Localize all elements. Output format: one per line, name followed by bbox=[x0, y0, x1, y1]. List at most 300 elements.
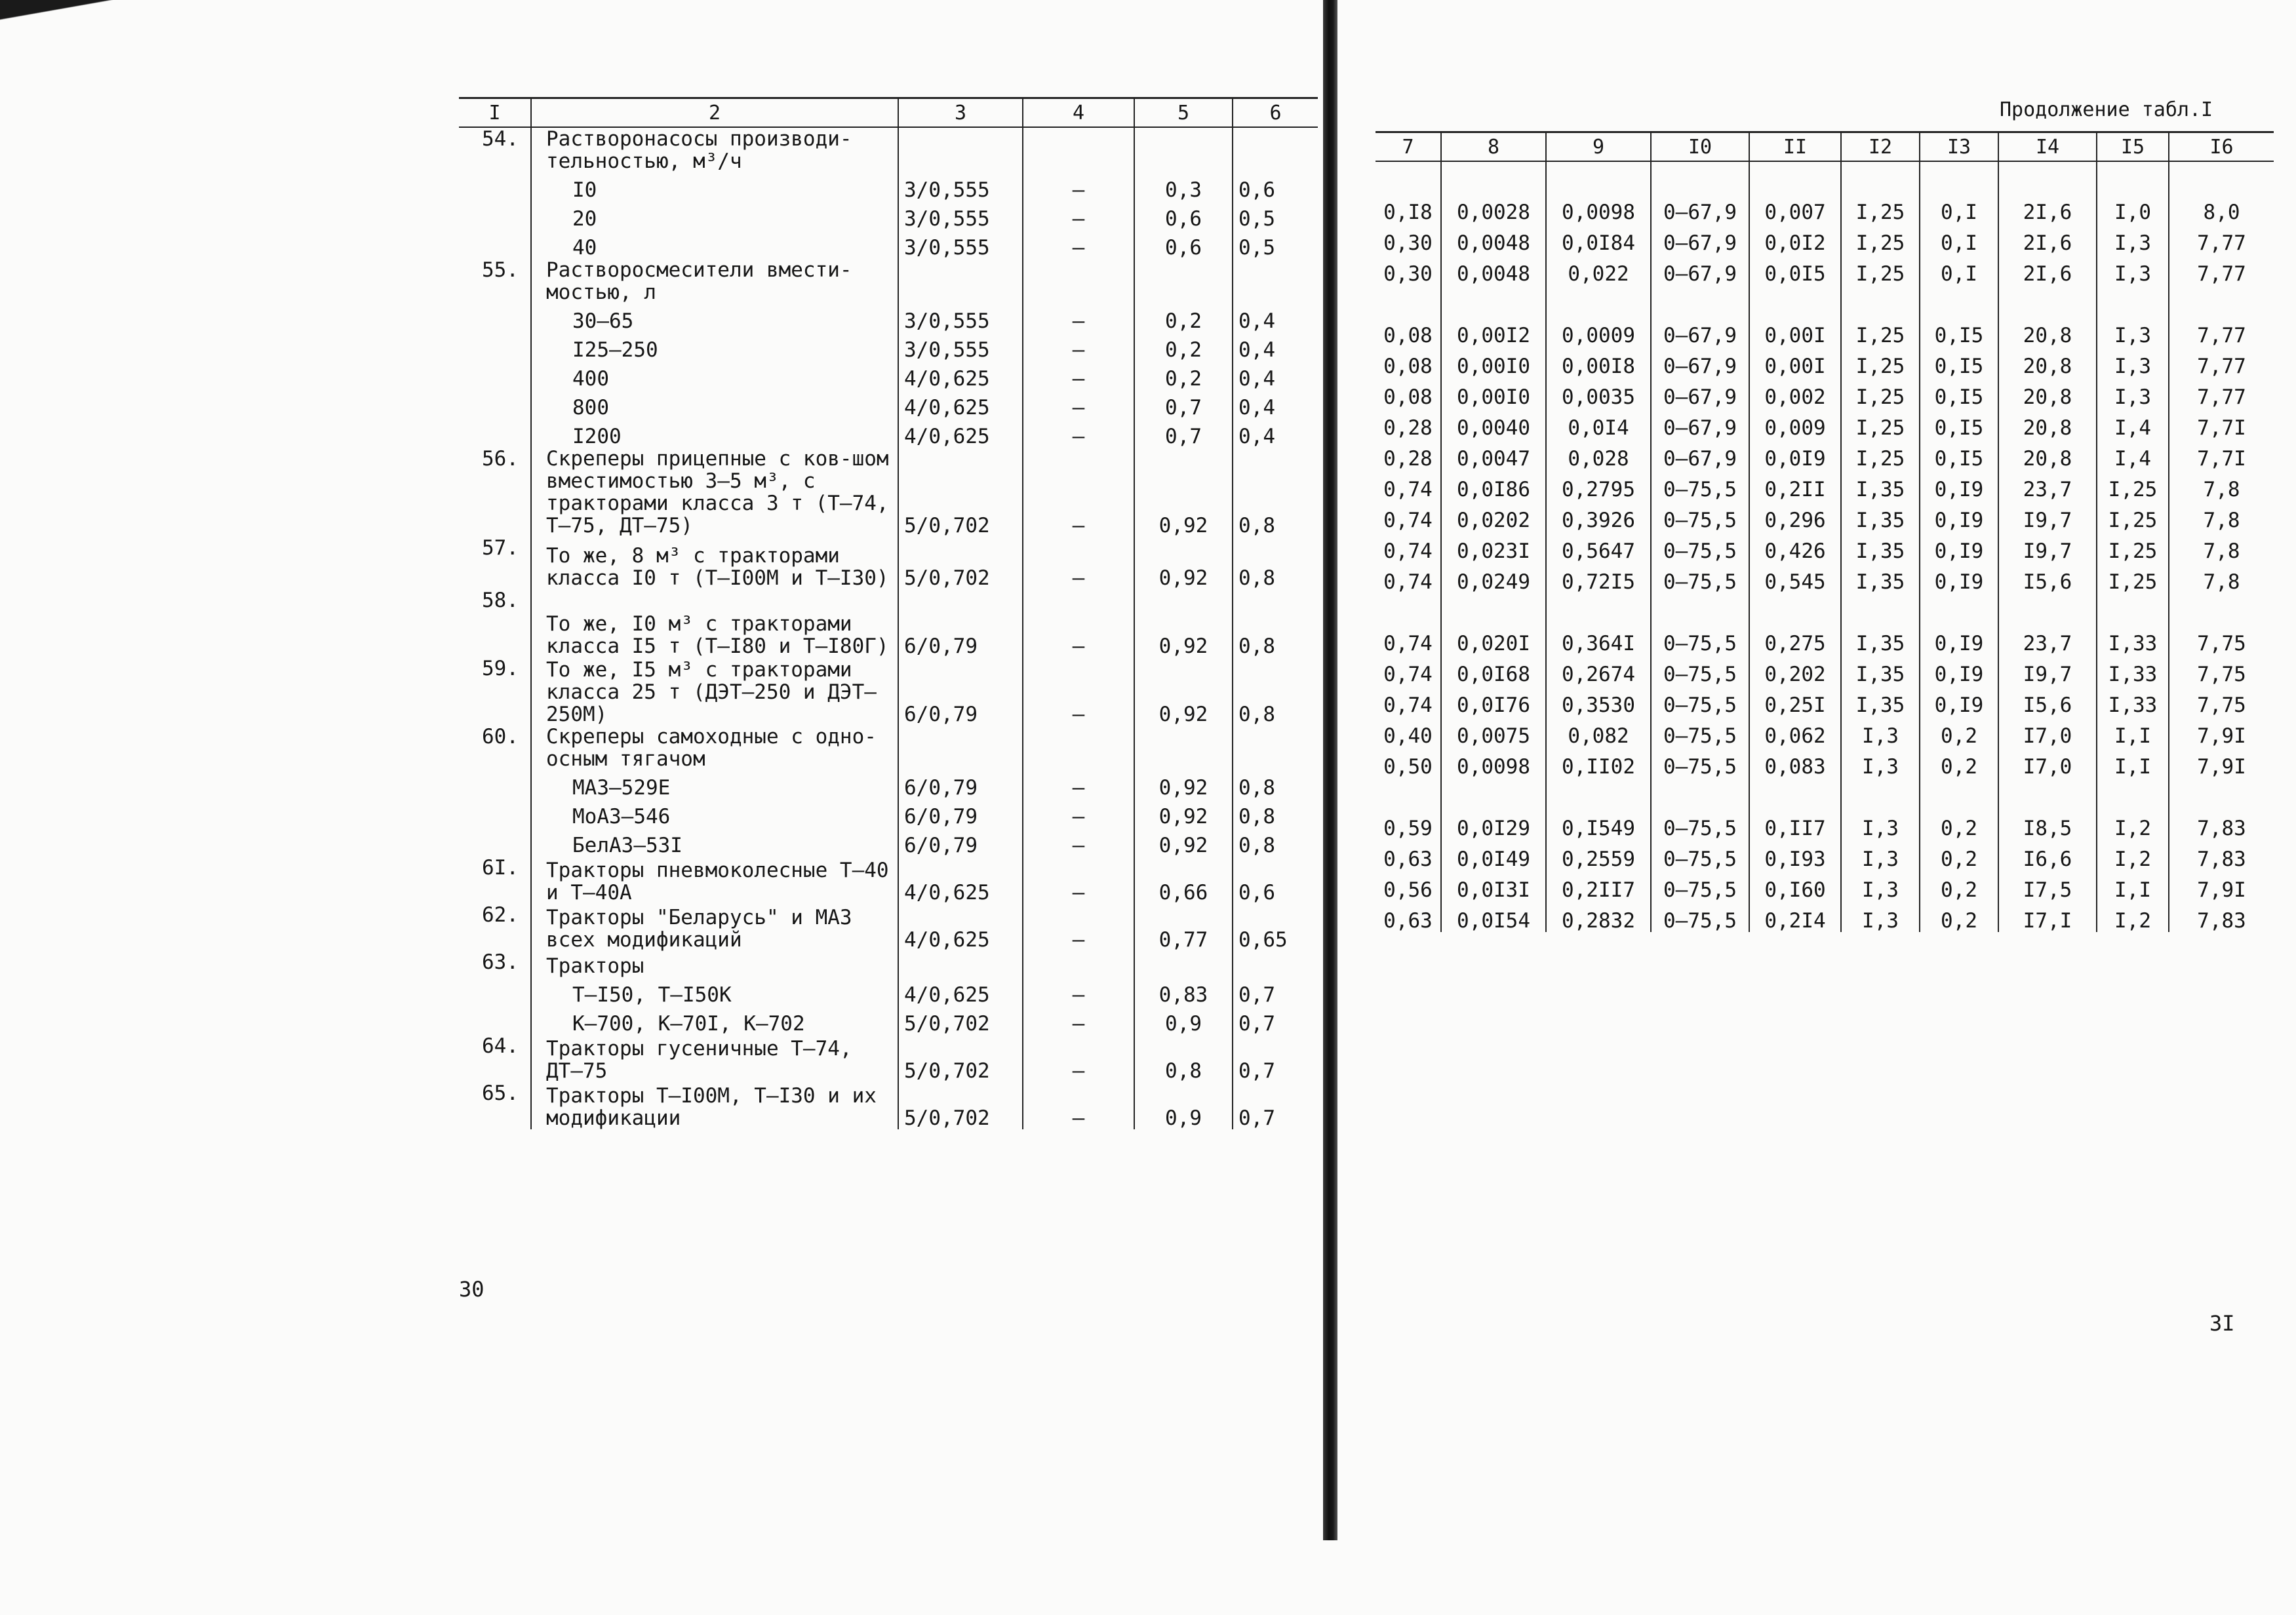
col-5-value bbox=[1134, 951, 1233, 977]
right-page-number: 3I bbox=[2209, 1311, 2235, 1336]
col-9-value: 0,I549 bbox=[1546, 809, 1651, 840]
col-13-value: 0,I bbox=[1920, 193, 1998, 224]
table-row bbox=[1376, 470, 2274, 501]
col-6-value: 0,8 bbox=[1233, 657, 1318, 726]
col-14-value: I9,7 bbox=[1998, 532, 2097, 562]
row-number bbox=[459, 828, 531, 857]
col-5-value bbox=[1134, 726, 1233, 770]
col-3-value: 5/0,702 bbox=[898, 1035, 1023, 1082]
col-16-value: 7,75 bbox=[2169, 624, 2274, 655]
col-16-value: 7,8 bbox=[2169, 562, 2274, 593]
col-12-value: I,35 bbox=[1841, 532, 1920, 562]
col-11-value: 0,009 bbox=[1749, 408, 1841, 439]
row-number bbox=[459, 361, 531, 390]
col-12-value: I,25 bbox=[1841, 193, 1920, 224]
col-6-value: 0,8 bbox=[1233, 770, 1318, 799]
col-8-value bbox=[1441, 778, 1546, 809]
col-13-value: 0,I9 bbox=[1920, 470, 1998, 501]
equipment-name: Т–I50, Т–I50К bbox=[531, 977, 898, 1006]
table-row bbox=[459, 977, 1318, 1006]
table-row bbox=[459, 799, 1318, 828]
row-number bbox=[459, 172, 531, 201]
row-number: 6I. bbox=[482, 856, 519, 880]
col-15-value: I,2 bbox=[2097, 840, 2169, 870]
equipment-name: I25–250 bbox=[531, 332, 898, 361]
col-9-value: 0,2795 bbox=[1546, 470, 1651, 501]
table-row bbox=[1376, 408, 2274, 439]
col-15-value: I,33 bbox=[2097, 686, 2169, 716]
row-number: 62. bbox=[482, 903, 519, 927]
col-6-value: 0,4 bbox=[1233, 390, 1318, 419]
col-16-value: 7,77 bbox=[2169, 224, 2274, 254]
col-15-value: I,25 bbox=[2097, 532, 2169, 562]
table-row bbox=[459, 303, 1318, 332]
table-row bbox=[459, 390, 1318, 419]
col-10-value: 0–75,5 bbox=[1651, 716, 1749, 747]
col-10-value: 0–67,9 bbox=[1651, 378, 1749, 408]
col-13-value: 0,2 bbox=[1920, 747, 1998, 778]
equipment-name: То же, I0 м³ с тракторами класса I5 т (Т–I80 и Т–I80Г) bbox=[531, 589, 898, 657]
col-7-value: 0,63 bbox=[1383, 847, 1433, 871]
col-14-value: I7,5 bbox=[1998, 870, 2097, 901]
col-13-value: 0,I5 bbox=[1920, 316, 1998, 347]
col-5-value: 0,3 bbox=[1134, 172, 1233, 201]
row-number: 58. bbox=[482, 589, 519, 612]
col-7-value: 0,08 bbox=[1383, 385, 1433, 409]
col-4-value: – bbox=[1023, 448, 1134, 537]
col-15-value: I,25 bbox=[2097, 501, 2169, 532]
col-6-value: 0,4 bbox=[1233, 419, 1318, 448]
col-11-value bbox=[1749, 778, 1841, 809]
col-3-value: 5/0,702 bbox=[898, 537, 1023, 589]
col-8-value: 0,0047 bbox=[1441, 439, 1546, 470]
col-7-value: 0,74 bbox=[1383, 509, 1433, 532]
col-15-value: I,3 bbox=[2097, 378, 2169, 408]
col-8-value: 0,0I76 bbox=[1441, 686, 1546, 716]
col-5-value: 0,83 bbox=[1134, 977, 1233, 1006]
col-11-value: 0,25I bbox=[1749, 686, 1841, 716]
col-14-value: I6,6 bbox=[1998, 840, 2097, 870]
col-9-value: 0,0009 bbox=[1546, 316, 1651, 347]
col-14-value: 20,8 bbox=[1998, 439, 2097, 470]
col-15-value: I,3 bbox=[2097, 224, 2169, 254]
col-13-value: 0,I bbox=[1920, 224, 1998, 254]
col-14-value: 2I,6 bbox=[1998, 193, 2097, 224]
left-header-cell-3: 3 bbox=[898, 98, 1023, 128]
col-15-value bbox=[2097, 593, 2169, 624]
col-13-value: 0,I5 bbox=[1920, 347, 1998, 378]
row-number bbox=[459, 230, 531, 259]
equipment-name: 800 bbox=[531, 390, 898, 419]
col-3-value: 4/0,625 bbox=[898, 904, 1023, 951]
col-8-value: 0,0I3I bbox=[1441, 870, 1546, 901]
table-row bbox=[1376, 161, 2274, 193]
col-3-value bbox=[898, 951, 1023, 977]
col-8-value: 0,00I2 bbox=[1441, 316, 1546, 347]
col-9-value: 0,2674 bbox=[1546, 655, 1651, 686]
col-5-value: 0,92 bbox=[1134, 657, 1233, 726]
table-row bbox=[1376, 254, 2274, 285]
col-7-value: 0,59 bbox=[1383, 817, 1433, 840]
right-header-cell-12: I2 bbox=[1841, 132, 1920, 162]
col-15-value: I,3 bbox=[2097, 254, 2169, 285]
col-13-value bbox=[1920, 593, 1998, 624]
col-5-value: 0,2 bbox=[1134, 303, 1233, 332]
table-row bbox=[459, 332, 1318, 361]
col-15-value: I,4 bbox=[2097, 408, 2169, 439]
col-15-value: I,I bbox=[2097, 716, 2169, 747]
col-16-value: 7,9I bbox=[2169, 870, 2274, 901]
col-11-value: 0,275 bbox=[1749, 624, 1841, 655]
col-9-value: 0,0035 bbox=[1546, 378, 1651, 408]
table-row bbox=[1376, 501, 2274, 532]
col-8-value: 0,0I54 bbox=[1441, 901, 1546, 932]
table-row bbox=[1376, 593, 2274, 624]
col-5-value: 0,92 bbox=[1134, 799, 1233, 828]
col-4-value: – bbox=[1023, 201, 1134, 230]
col-13-value: 0,I5 bbox=[1920, 408, 1998, 439]
col-5-value bbox=[1134, 127, 1233, 172]
col-10-value: 0–75,5 bbox=[1651, 470, 1749, 501]
col-10-value bbox=[1651, 593, 1749, 624]
col-13-value: 0,I9 bbox=[1920, 624, 1998, 655]
equipment-name: БелАЗ–53I bbox=[531, 828, 898, 857]
right-header-cell-8: 8 bbox=[1441, 132, 1546, 162]
right-header-cell-10: I0 bbox=[1651, 132, 1749, 162]
col-14-value: 23,7 bbox=[1998, 624, 2097, 655]
equipment-name: Тракторы "Беларусь" и МАЗ всех модификаций bbox=[531, 904, 898, 951]
col-12-value: I,3 bbox=[1841, 901, 1920, 932]
col-10-value: 0–75,5 bbox=[1651, 655, 1749, 686]
col-3-value: 3/0,555 bbox=[898, 201, 1023, 230]
col-3-value: 5/0,702 bbox=[898, 1006, 1023, 1035]
col-10-value: 0–75,5 bbox=[1651, 686, 1749, 716]
col-5-value: 0,9 bbox=[1134, 1082, 1233, 1129]
table-row bbox=[459, 259, 1318, 303]
col-13-value: 0,I5 bbox=[1920, 378, 1998, 408]
col-6-value: 0,8 bbox=[1233, 828, 1318, 857]
equipment-name: 20 bbox=[531, 201, 898, 230]
col-11-value: 0,0I5 bbox=[1749, 254, 1841, 285]
row-number: 64. bbox=[482, 1034, 519, 1058]
col-13-value bbox=[1920, 161, 1998, 193]
col-12-value: I,25 bbox=[1841, 439, 1920, 470]
col-16-value: 7,77 bbox=[2169, 347, 2274, 378]
col-14-value bbox=[1998, 285, 2097, 316]
col-6-value bbox=[1233, 726, 1318, 770]
col-12-value bbox=[1841, 593, 1920, 624]
col-10-value: 0–75,5 bbox=[1651, 562, 1749, 593]
col-14-value: 2I,6 bbox=[1998, 224, 2097, 254]
row-number: 65. bbox=[482, 1081, 519, 1105]
table-row bbox=[459, 726, 1318, 770]
left-page-number: 30 bbox=[459, 1277, 485, 1302]
row-number: 55. bbox=[482, 258, 519, 282]
col-16-value bbox=[2169, 161, 2274, 193]
col-10-value bbox=[1651, 285, 1749, 316]
col-14-value: I9,7 bbox=[1998, 655, 2097, 686]
col-14-value: I7,0 bbox=[1998, 716, 2097, 747]
col-6-value: 0,8 bbox=[1233, 589, 1318, 657]
col-4-value: – bbox=[1023, 1035, 1134, 1082]
col-6-value bbox=[1233, 127, 1318, 172]
col-8-value: 0,00I0 bbox=[1441, 378, 1546, 408]
col-5-value: 0,8 bbox=[1134, 1035, 1233, 1082]
col-9-value: 0,00I8 bbox=[1546, 347, 1651, 378]
col-15-value: I,33 bbox=[2097, 624, 2169, 655]
col-7-value bbox=[1376, 778, 1441, 809]
col-8-value: 0,0I86 bbox=[1441, 470, 1546, 501]
col-15-value: I,2 bbox=[2097, 809, 2169, 840]
right-header-cell-14: I4 bbox=[1998, 132, 2097, 162]
col-10-value: 0–75,5 bbox=[1651, 747, 1749, 778]
col-5-value: 0,92 bbox=[1134, 828, 1233, 857]
col-6-value: 0,5 bbox=[1233, 230, 1318, 259]
table-row bbox=[459, 1082, 1318, 1129]
table-row bbox=[459, 857, 1318, 904]
col-8-value: 0,0I49 bbox=[1441, 840, 1546, 870]
right-header-cell-9: 9 bbox=[1546, 132, 1651, 162]
table-row bbox=[459, 201, 1318, 230]
col-8-value: 0,0249 bbox=[1441, 562, 1546, 593]
right-table-header bbox=[1376, 132, 2274, 162]
table-row bbox=[1376, 439, 2274, 470]
col-12-value: I,3 bbox=[1841, 840, 1920, 870]
col-3-value: 5/0,702 bbox=[898, 1082, 1023, 1129]
col-4-value: – bbox=[1023, 657, 1134, 726]
col-9-value: 0,5647 bbox=[1546, 532, 1651, 562]
col-15-value: I,25 bbox=[2097, 470, 2169, 501]
col-8-value bbox=[1441, 285, 1546, 316]
col-12-value: I,25 bbox=[1841, 254, 1920, 285]
col-15-value: I,33 bbox=[2097, 655, 2169, 686]
col-4-value: – bbox=[1023, 361, 1134, 390]
col-16-value: 7,8 bbox=[2169, 501, 2274, 532]
row-number: 56. bbox=[482, 447, 519, 471]
table-row bbox=[1376, 378, 2274, 408]
col-4-value: – bbox=[1023, 419, 1134, 448]
col-12-value: I,3 bbox=[1841, 870, 1920, 901]
row-number: 57. bbox=[482, 536, 519, 560]
row-number bbox=[459, 201, 531, 230]
col-11-value: 0,002 bbox=[1749, 378, 1841, 408]
col-14-value: I9,7 bbox=[1998, 501, 2097, 532]
row-number bbox=[459, 390, 531, 419]
col-12-value: I,3 bbox=[1841, 716, 1920, 747]
col-11-value: 0,2I4 bbox=[1749, 901, 1841, 932]
col-16-value: 7,7I bbox=[2169, 439, 2274, 470]
equipment-name: К–700, К–70I, К–702 bbox=[531, 1006, 898, 1035]
book-spine bbox=[1323, 0, 1337, 1540]
col-16-value: 7,9I bbox=[2169, 716, 2274, 747]
equipment-name: 40 bbox=[531, 230, 898, 259]
table-row bbox=[1376, 285, 2274, 316]
table-row bbox=[459, 828, 1318, 857]
col-8-value: 0,0202 bbox=[1441, 501, 1546, 532]
col-16-value: 7,8 bbox=[2169, 470, 2274, 501]
col-12-value: I,25 bbox=[1841, 224, 1920, 254]
col-15-value: I,3 bbox=[2097, 316, 2169, 347]
col-12-value: I,35 bbox=[1841, 501, 1920, 532]
col-6-value: 0,7 bbox=[1233, 1082, 1318, 1129]
col-4-value: – bbox=[1023, 303, 1134, 332]
col-14-value bbox=[1998, 161, 2097, 193]
col-4-value: – bbox=[1023, 332, 1134, 361]
col-8-value bbox=[1441, 161, 1546, 193]
col-3-value: 5/0,702 bbox=[898, 448, 1023, 537]
equipment-name: То же, I5 м³ с тракторами класса 25 т (ДЭТ–250 и ДЭТ–250М) bbox=[531, 657, 898, 726]
col-8-value: 0,0048 bbox=[1441, 254, 1546, 285]
col-3-value: 4/0,625 bbox=[898, 361, 1023, 390]
col-15-value: I,I bbox=[2097, 870, 2169, 901]
col-3-value bbox=[898, 259, 1023, 303]
col-3-value bbox=[898, 127, 1023, 172]
col-15-value: I,0 bbox=[2097, 193, 2169, 224]
col-5-value: 0,92 bbox=[1134, 537, 1233, 589]
col-10-value: 0–67,9 bbox=[1651, 408, 1749, 439]
table-row bbox=[1376, 224, 2274, 254]
col-3-value bbox=[898, 726, 1023, 770]
row-number: 60. bbox=[482, 725, 519, 749]
col-13-value: 0,2 bbox=[1920, 840, 1998, 870]
col-6-value bbox=[1233, 951, 1318, 977]
col-9-value: 0,2559 bbox=[1546, 840, 1651, 870]
col-15-value bbox=[2097, 285, 2169, 316]
col-4-value: – bbox=[1023, 589, 1134, 657]
col-16-value: 7,75 bbox=[2169, 686, 2274, 716]
col-9-value: 0,3926 bbox=[1546, 501, 1651, 532]
table-row bbox=[1376, 809, 2274, 840]
col-15-value: I,2 bbox=[2097, 901, 2169, 932]
col-4-value: – bbox=[1023, 537, 1134, 589]
col-8-value bbox=[1441, 593, 1546, 624]
col-14-value: I5,6 bbox=[1998, 562, 2097, 593]
col-14-value: 20,8 bbox=[1998, 347, 2097, 378]
col-12-value: I,35 bbox=[1841, 470, 1920, 501]
table-continuation-caption: Продолжение табл.I bbox=[2000, 98, 2213, 121]
row-number: 54. bbox=[482, 127, 519, 151]
col-4-value: – bbox=[1023, 172, 1134, 201]
col-8-value: 0,0098 bbox=[1441, 747, 1546, 778]
row-number bbox=[459, 419, 531, 448]
col-9-value: 0,3530 bbox=[1546, 686, 1651, 716]
col-5-value: 0,6 bbox=[1134, 230, 1233, 259]
table-row bbox=[1376, 716, 2274, 747]
col-9-value: 0,364I bbox=[1546, 624, 1651, 655]
col-9-value: 0,0I84 bbox=[1546, 224, 1651, 254]
col-10-value: 0–75,5 bbox=[1651, 840, 1749, 870]
col-9-value: 0,0098 bbox=[1546, 193, 1651, 224]
col-9-value: 0,2II7 bbox=[1546, 870, 1651, 901]
equipment-name: Растворонасосы производи-тельностью, м³/ч bbox=[531, 127, 898, 172]
col-7-value bbox=[1376, 285, 1441, 316]
col-4-value bbox=[1023, 127, 1134, 172]
row-number bbox=[459, 770, 531, 799]
col-12-value bbox=[1841, 161, 1920, 193]
left-header-cell-1: I bbox=[459, 98, 531, 128]
table-row bbox=[459, 448, 1318, 537]
col-13-value: 0,2 bbox=[1920, 901, 1998, 932]
col-11-value: 0,545 bbox=[1749, 562, 1841, 593]
col-4-value: – bbox=[1023, 977, 1134, 1006]
row-number bbox=[459, 977, 531, 1006]
col-12-value bbox=[1841, 778, 1920, 809]
equipment-name: Скреперы самоходные с одно-осным тягачом bbox=[531, 726, 898, 770]
col-12-value: I,35 bbox=[1841, 624, 1920, 655]
col-10-value: 0–75,5 bbox=[1651, 870, 1749, 901]
col-8-value: 0,0028 bbox=[1441, 193, 1546, 224]
col-11-value: 0,0I2 bbox=[1749, 224, 1841, 254]
table-row bbox=[1376, 316, 2274, 347]
col-10-value: 0–67,9 bbox=[1651, 193, 1749, 224]
col-9-value bbox=[1546, 593, 1651, 624]
col-16-value bbox=[2169, 285, 2274, 316]
col-16-value bbox=[2169, 593, 2274, 624]
table-row bbox=[459, 419, 1318, 448]
col-8-value: 0,023I bbox=[1441, 532, 1546, 562]
col-3-value: 3/0,555 bbox=[898, 230, 1023, 259]
col-10-value: 0–75,5 bbox=[1651, 532, 1749, 562]
col-14-value: I8,5 bbox=[1998, 809, 2097, 840]
col-7-value: 0,30 bbox=[1383, 231, 1433, 255]
col-12-value: I,3 bbox=[1841, 809, 1920, 840]
col-6-value: 0,4 bbox=[1233, 303, 1318, 332]
col-7-value bbox=[1376, 593, 1441, 624]
col-10-value: 0–67,9 bbox=[1651, 316, 1749, 347]
col-9-value: 0,0I4 bbox=[1546, 408, 1651, 439]
col-13-value: 0,I5 bbox=[1920, 439, 1998, 470]
col-10-value: 0–75,5 bbox=[1651, 809, 1749, 840]
row-number bbox=[459, 1006, 531, 1035]
col-6-value: 0,65 bbox=[1233, 904, 1318, 951]
col-7-value: 0,63 bbox=[1383, 909, 1433, 933]
col-15-value: I,4 bbox=[2097, 439, 2169, 470]
col-14-value: 20,8 bbox=[1998, 378, 2097, 408]
col-6-value: 0,4 bbox=[1233, 361, 1318, 390]
col-7-value: 0,28 bbox=[1383, 416, 1433, 440]
col-4-value bbox=[1023, 951, 1134, 977]
table-row bbox=[459, 657, 1318, 726]
col-11-value: 0,0I9 bbox=[1749, 439, 1841, 470]
col-12-value: I,25 bbox=[1841, 347, 1920, 378]
col-9-value bbox=[1546, 161, 1651, 193]
col-11-value: 0,062 bbox=[1749, 716, 1841, 747]
col-3-value: 6/0,79 bbox=[898, 770, 1023, 799]
col-10-value: 0–67,9 bbox=[1651, 439, 1749, 470]
col-5-value: 0,6 bbox=[1134, 201, 1233, 230]
col-11-value: 0,296 bbox=[1749, 501, 1841, 532]
col-8-value: 0,0048 bbox=[1441, 224, 1546, 254]
col-7-value: 0,74 bbox=[1383, 632, 1433, 655]
col-3-value: 6/0,79 bbox=[898, 828, 1023, 857]
col-5-value: 0,2 bbox=[1134, 332, 1233, 361]
equipment-name: МоАЗ–546 bbox=[531, 799, 898, 828]
col-15-value: I,3 bbox=[2097, 347, 2169, 378]
col-7-value: 0,08 bbox=[1383, 324, 1433, 347]
col-13-value: 0,I9 bbox=[1920, 532, 1998, 562]
col-9-value: 0,II02 bbox=[1546, 747, 1651, 778]
col-8-value: 0,020I bbox=[1441, 624, 1546, 655]
row-number: 59. bbox=[482, 657, 519, 680]
table-row bbox=[459, 1006, 1318, 1035]
col-16-value: 7,77 bbox=[2169, 378, 2274, 408]
table-row bbox=[459, 1035, 1318, 1082]
table-row bbox=[1376, 747, 2274, 778]
col-6-value: 0,8 bbox=[1233, 799, 1318, 828]
col-9-value: 0,72I5 bbox=[1546, 562, 1651, 593]
equipment-name: МАЗ–529Е bbox=[531, 770, 898, 799]
left-table-header bbox=[459, 98, 1318, 128]
